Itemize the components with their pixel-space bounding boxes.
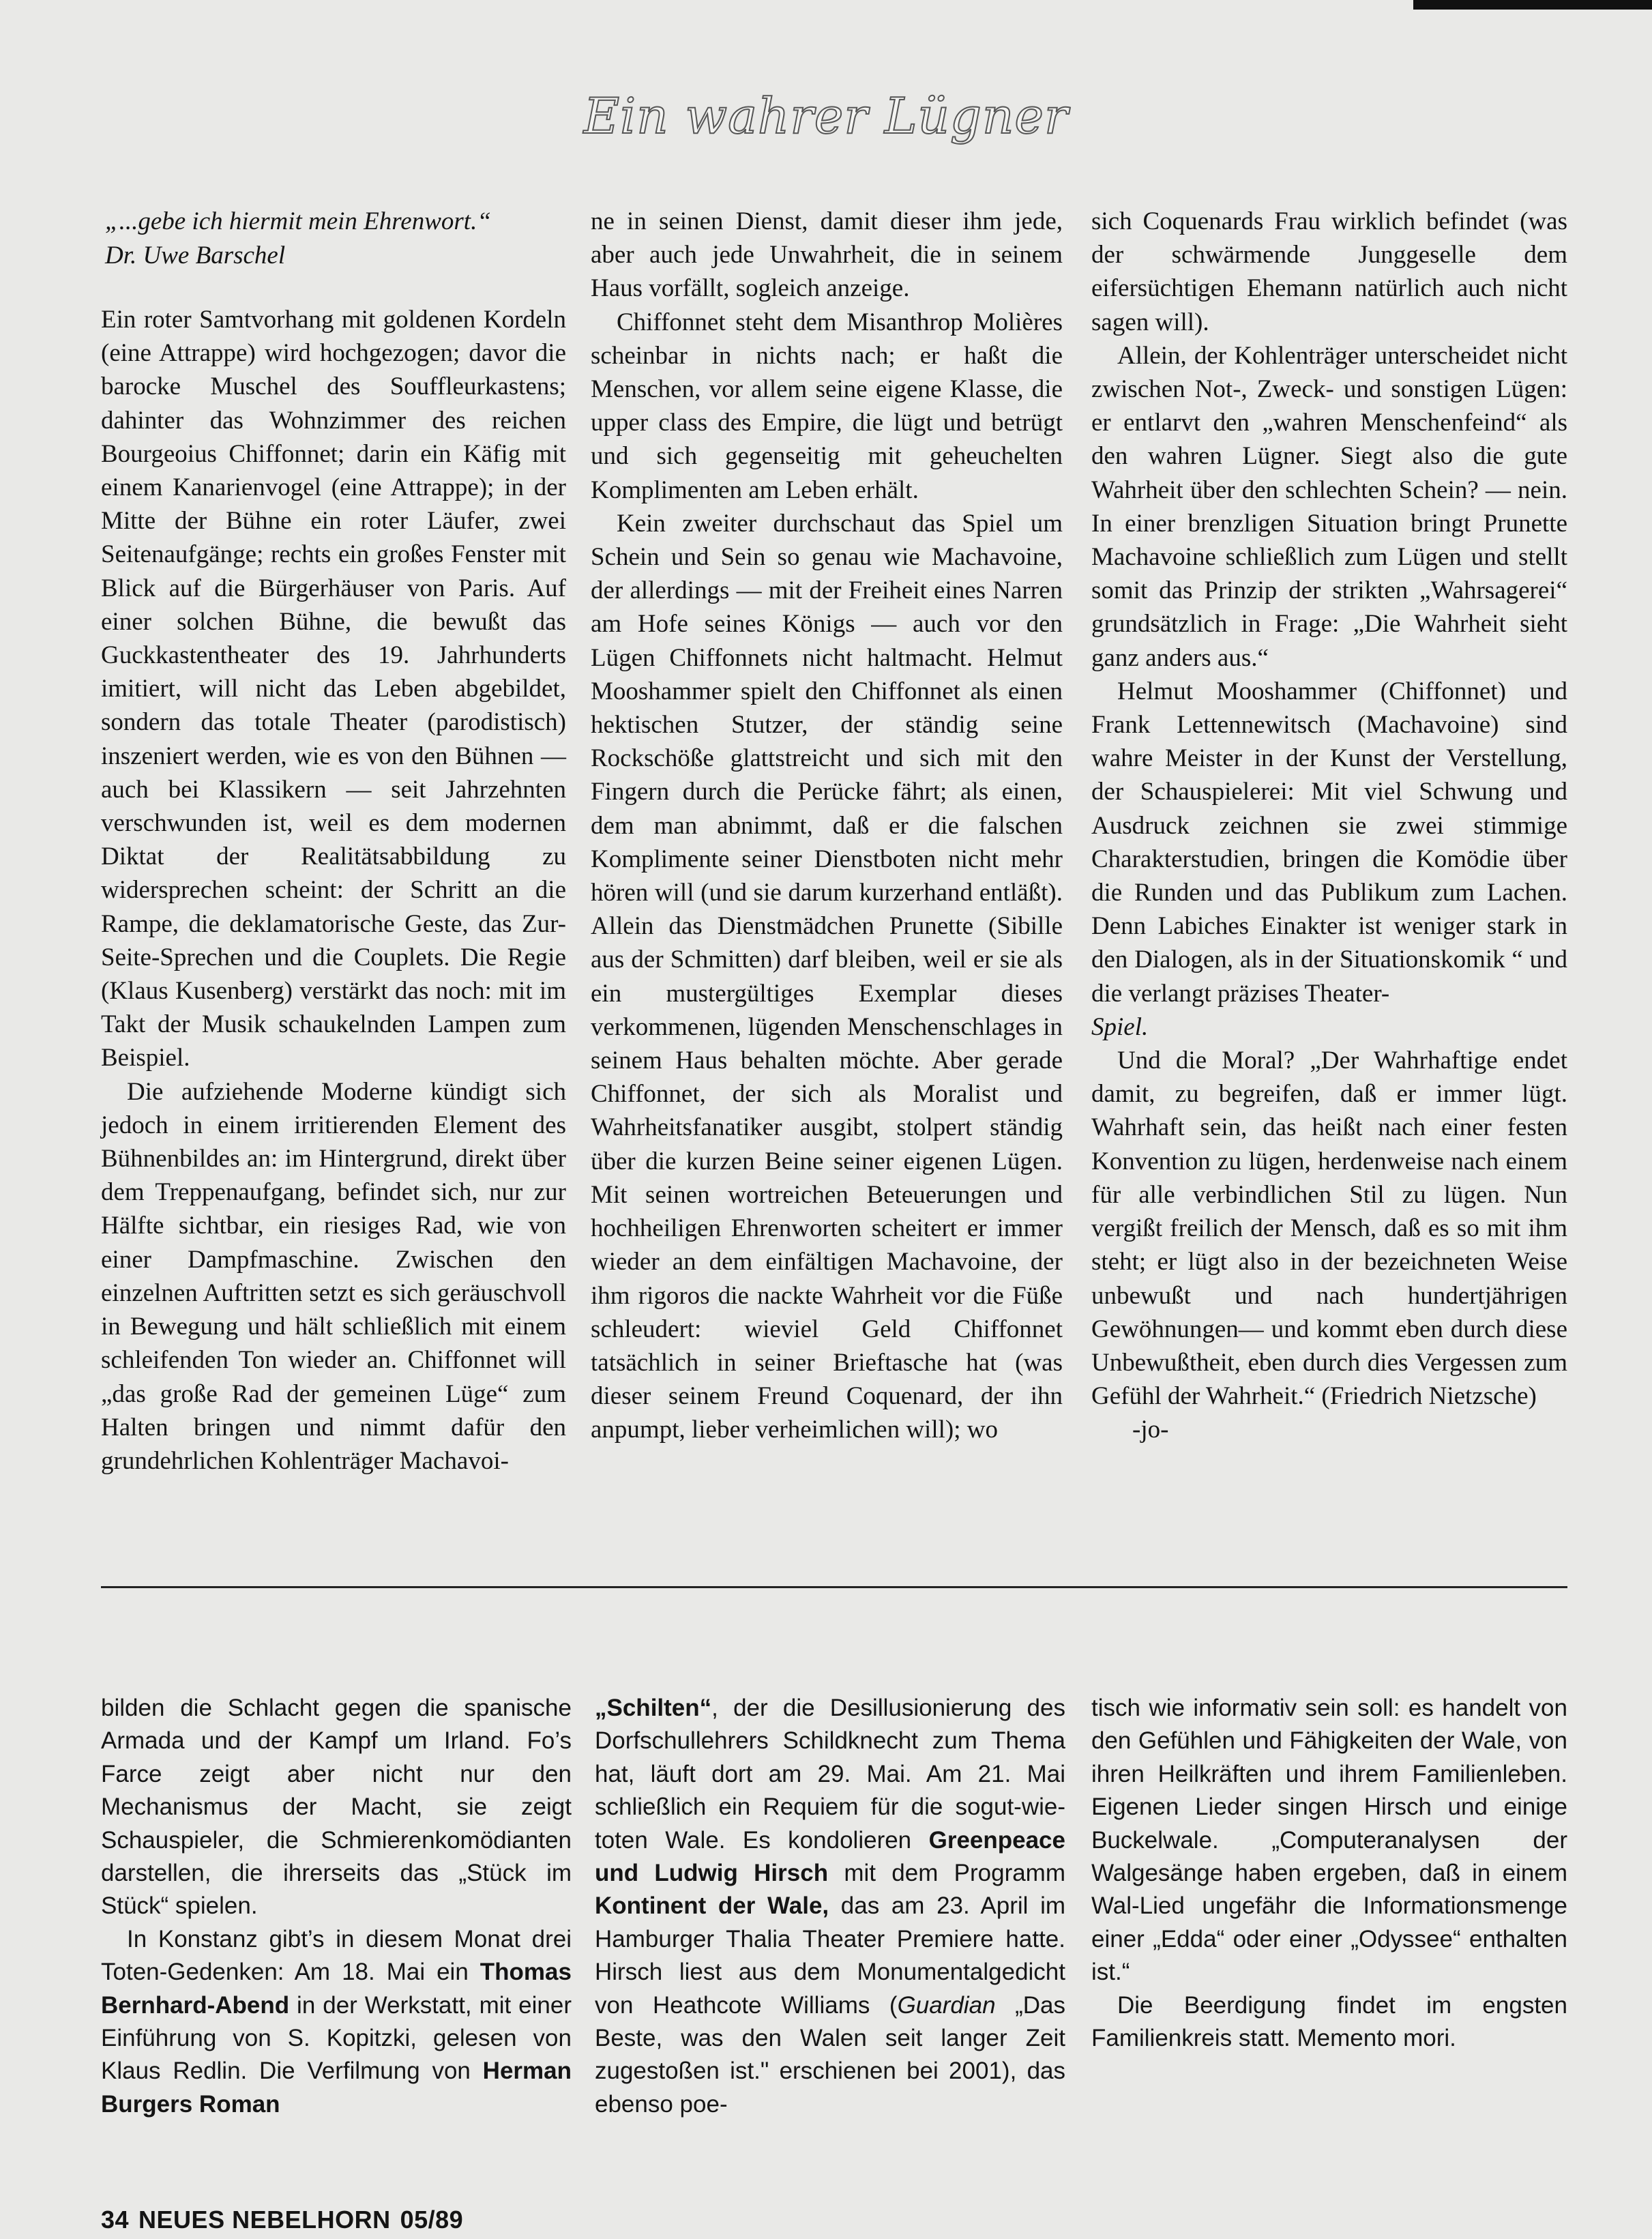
paragraph: sich Coquenards Frau wirklich befindet (was der schwärmende Junggeselle dem eifersüchtigen Ehemann natürlich auch nicht sagen will). <box>1091 207 1567 336</box>
top-edge-mark <box>1413 0 1652 10</box>
page-number: 34 <box>101 2206 130 2234</box>
paragraph: Kein zweiter durchschaut das Spiel um Schein und Sein so genau wie Machavoine, der allerdings — mit der Freiheit eines Narren am Hofe seines Königs — auch vor den Lügen Chiffonnets nicht haltmacht. Helmut Mooshammer spielt den Chiffonnet als einen hektischen Stutzer, der ständig seine Rockschöße glattstreicht und sich mit den Fingern durch die Perücke fährt; als einen, dem man abnimmt, daß er die falschen Komplimente seiner Dienstboten nicht mehr hören will (und sie darum kurzerhand entläßt). Allein das Dienstmädchen Prunette (Sibille aus der Schmitten) darf bleiben, weil er sie als ein mustergültiges Exemplar dieses verkommenen, lügenden Menschenschlages in seinem Haus behalten möchte. Aber gerade Chiffonnet, der sich als Moralist und Wahrheitsfanatiker ausgibt, stolpert ständig über die kurzen Beine seiner eigenen Lügen. Mit seinen wortreichen Beteuerungen und hochheiligen Ehrenworten scheitert er immer wieder an dem einfältigen Machavoine, der ihm rigoros die nackte Wahrheit vor die Füße schleudert: wieviel Geld Chiffonnet tatsächlich in seiner Brieftasche hat (was dieser seinem Freund Coquenard, der ihn anpumpt, lieber verheimlichen will); wo <box>591 509 1063 1444</box>
lower-column-1 <box>101 1692 572 2121</box>
paragraph: „Schilten“, der die Desillusionierung des Dorfschullehrers Schildknecht zum Thema hat, läuft dort am 29. Mai. Am 21. Mai schließlich ein Requiem für die sogut-wie-toten Wale. Es kondolieren Greenpeace und Ludwig Hirsch mit dem Programm Kontinent der Wale, das am 23. April im Hamburger Thalia Theater Premiere hatte. Hirsch liest aus dem Monumentalgedicht von Heathcote Williams (Guardian „Das Beste, was den Walen seit langer Zeit zugestoßen ist." erschienen bei 2001), das ebenso poe- <box>595 1695 1066 2118</box>
article-title: Ein wahrer Lügner <box>583 87 1069 145</box>
paragraph: ne in seinen Dienst, damit dieser ihm jede, aber auch jede Unwahrheit, die in seinem Haus vorfällt, sogleich anzeige. <box>591 207 1063 303</box>
paragraph: bilden die Schlacht gegen die spanische Armada und der Kampf um Irland. Fo’s Farce zeigt aber nicht nur den Mechanismus der Macht, sie zeigt Schauspieler, die Schmierenkomödianten darstellen, die ihrerseits das „Stück im Stück“ spielen. <box>101 1695 572 1920</box>
article-column-1 <box>101 205 566 1535</box>
paragraph: Allein, der Kohlenträger unterscheidet nicht zwischen Not-, Zweck- und sonstigen Lügen: er entlarvt den „wahren Menschenfeind“ als den wahren Lügner. Siegt also die gute Wahrheit über den schlechten Schein? — nein. In einer brenzligen Situation bringt Prunette Machavoine schließlich zum Lügen und stellt somit das Prinzip der strikten „Wahrsagerei“ grundsätzlich in Frage: „Die Wahrheit sieht ganz anders aus.“ <box>1091 341 1567 672</box>
epigraph <box>105 205 566 273</box>
article-column-3 <box>1091 205 1567 1535</box>
paragraph: tisch wie informativ sein soll: es handelt von den Gefühlen und Fähigkeiten der Wale, von ihren Heilkräften und ihrem Familienleben. Eigenen Lieder singen Hirsch und einige Buckelwale. „Computeranalysen der Walgesänge haben ergeben, daß in einem Wal-Lied ungefähr die Informationsmenge einer „Edda“ oder einer „Odyssee“ enthalten ist.“ <box>1091 1695 1567 1986</box>
paragraph: Chiffonnet steht dem Misanthrop Molières scheinbar in nichts nach; er haßt die Menschen, vor allem seine eigene Klasse, die upper class des Empire, die lügt und betrügt und sich gegenseitig mit geheuchelten Komplimenten am Leben erhält. <box>591 308 1063 504</box>
paragraph: Helmut Mooshammer (Chiffonnet) und Frank Lettennewitsch (Machavoine) sind wahre Meister in der Kunst der Verstellung, der Schauspielerei: Mit viel Schwung und Ausdruck zeichnen sie zwei stimmige Charakterstudien, bringen die Komödie über die Runden und das Publikum zum Lachen. Denn Labiches Einakter ist weniger stark in den Dialogen, als in der Situationskomik “ und die verlangt präzises Theater- <box>1091 677 1567 1008</box>
paragraph: Und die Moral? „Der Wahrhaftige endet damit, zu begreifen, daß er immer lügt. Wahrhaft sein, das heißt nach einer festen Konvention zu lügen, herdenweise nach einem für alle verbindlichen Stil zu lügen. Nun vergißt freilich der Mensch, daß es so mit ihm steht; er lügt also in der bezeichneten Weise unbewußt und nach hundertjährigen Gewöhnungen— und kommt eben durch diese Unbewußtheit, eben durch dies Vergessen zum Gefühl der Wahrheit.“ (Friedrich Nietzsche) <box>1091 1047 1567 1411</box>
paragraph: Die aufziehende Moderne kündigt sich jedoch in einem irritierenden Element des Bühnenbildes an: im Hintergrund, direkt über dem Treppenaufgang, befindet sich, nur zur Hälfte sichtbar, ein riesiges Rad, wie von einer Dampfmaschine. Zwischen den einzelnen Auftritten setzt es sich geräuschvoll in Bewegung und hält schließlich mit einem schleifenden Ton wieder an. Chiffonnet will „das große Rad der gemeinen Lüge“ zum Halten bringen und nimmt dafür den grundehrlichen Kohlenträger Machavoi- <box>101 1077 566 1475</box>
lower-column-3 <box>1091 1692 1567 2055</box>
author-signature: -jo- <box>1132 1416 1169 1444</box>
section-divider <box>101 1586 1567 1588</box>
epigraph-quote: „...gebe ich hiermit mein Ehrenwort.“ <box>105 207 491 235</box>
paragraph: In Konstanz gibt’s in diesem Monat drei Toten-Gedenken: Am 18. Mai ein Thomas Bernhard-Abend in der Werkstatt, mit einer Einführung von S. Kopitzki, gelesen von Klaus Redlin. Die Verfilmung von Herman Burgers Roman <box>101 1925 572 2118</box>
issue-number: 05/89 <box>400 2206 464 2234</box>
lower-column-2 <box>595 1692 1065 2121</box>
paragraph: Die Beerdigung findet im engsten Familienkreis statt. Memento mori. <box>1091 1991 1567 2052</box>
magazine-name: NEUES NEBELHORN <box>138 2206 391 2234</box>
paragraph-italic: Spiel. <box>1091 1012 1149 1041</box>
epigraph-author: Dr. Uwe Barschel <box>105 242 286 269</box>
article-column-2 <box>591 205 1063 1535</box>
paragraph: Ein roter Samtvorhang mit goldenen Kordeln (eine Attrappe) wird hochgezogen; davor die barocke Muschel des Souffleurkastens; dahinter das Wohnzimmer des reichen Bourgeoius Chiffonnet; darin ein Käfig mit einem Kanarienvogel (eine Attrappe); in der Mitte der Bühne ein roter Läufer, zwei Seitenaufgänge; rechts ein großes Fenster mit Blick auf die Bürgerhäuser von Paris. Auf einer solchen Bühne, die bewußt das Guckkastentheater des 19. Jahrhunderts imitiert, will nicht das Leben abgebildet, sondern das totale Theater (parodistisch) inszeniert werden, wie es von den Bühnen — auch bei Klassikern — seit Jahrzehnten verschwunden ist, weil es dem modernen Diktat der Realitätsabbildung zu widersprechen scheint: der Schritt an die Rampe, die deklamatorische Geste, das Zur-Seite-Sprechen und die Couplets. Die Regie (Klaus Kusenberg) verstärkt das noch: mit im Takt der Musik schaukelnden Lampen zum Beispiel. <box>101 306 566 1072</box>
page-footer <box>101 2206 473 2234</box>
